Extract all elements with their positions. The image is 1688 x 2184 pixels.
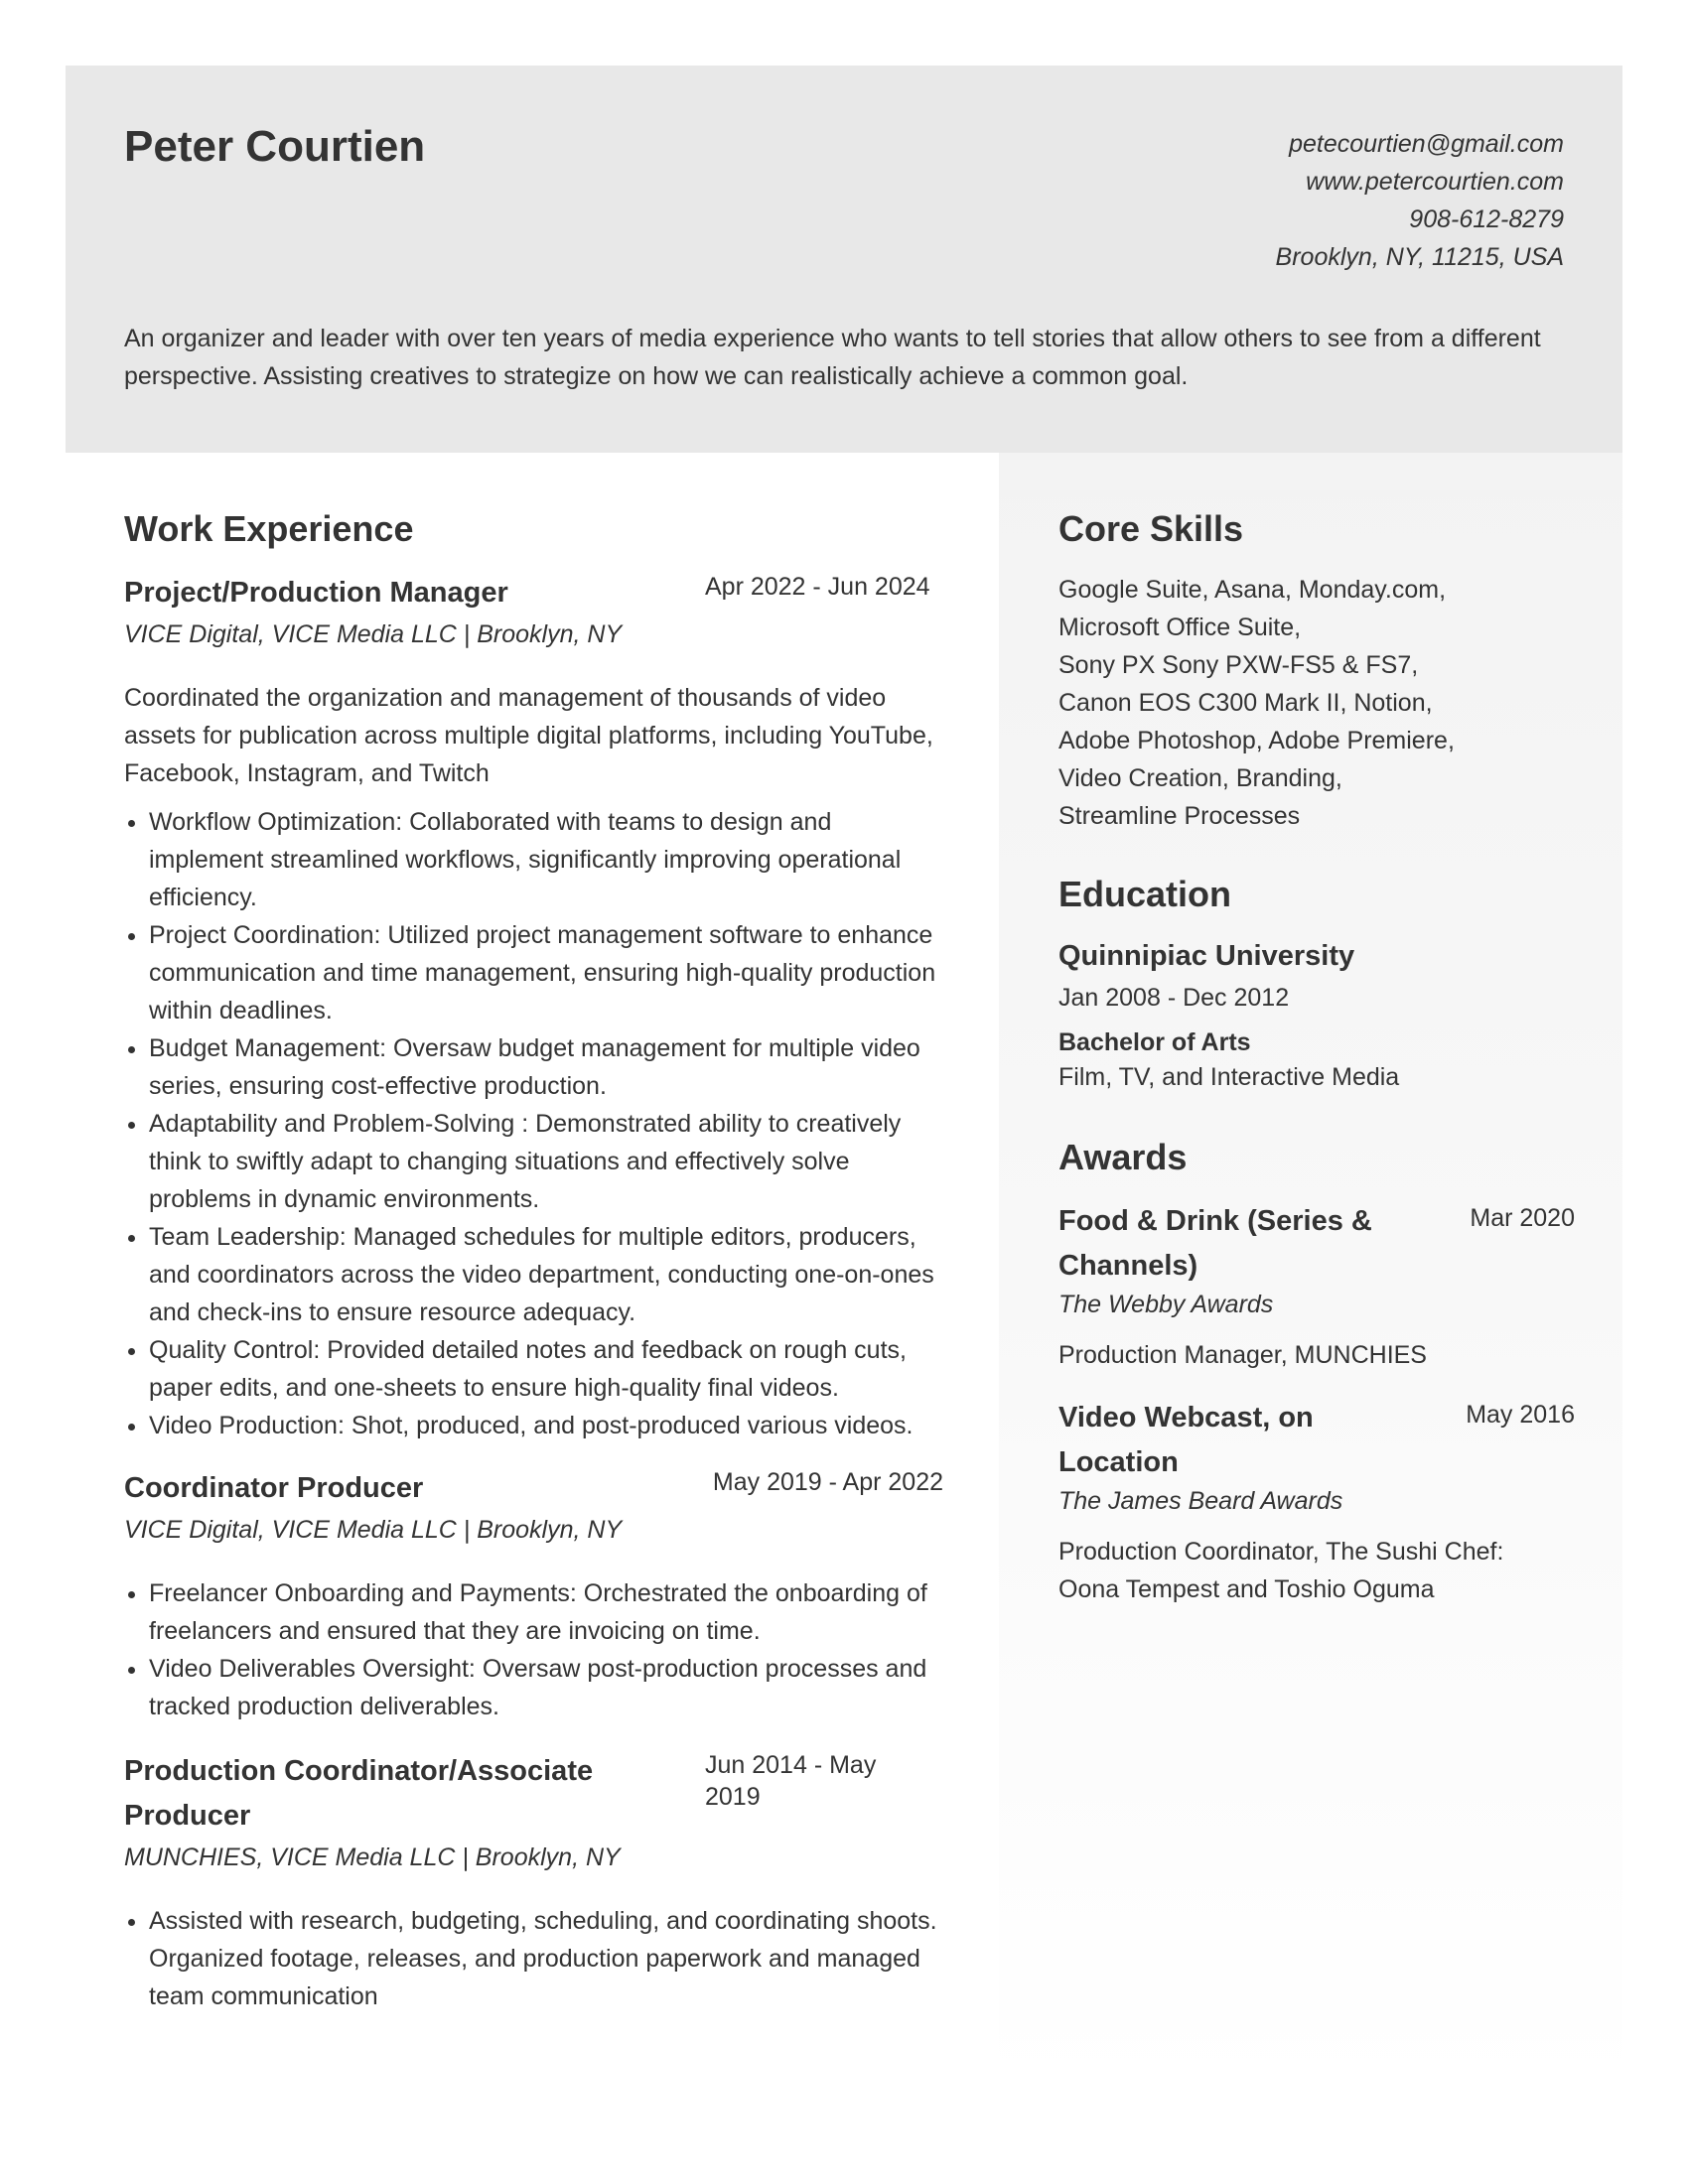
award-title: Food & Drink (Series & Channels): [1058, 1205, 1372, 1282]
contact-email[interactable]: petecourtien@gmail.com: [1289, 130, 1564, 158]
education-heading: Education: [1058, 874, 1232, 914]
core-skills-heading: Core Skills: [1058, 508, 1244, 549]
contact-location: Brooklyn, NY, 11215, USA: [1275, 243, 1564, 271]
skills-list: [1058, 571, 1575, 835]
education-dates: Jan 2008 - Dec 2012: [1058, 984, 1290, 1012]
professional-summary: An organizer and leader with over ten years of media experience who wants to tell stories that allow others to see from a different perspective. Assisting creatives to strategize on how we can realistically achieve a common goal.: [124, 325, 1541, 390]
job-bullet: • Workflow Optimization: Collaborated with teams to design and implement streamlined workflows, significantly improving operational efficiency.: [149, 803, 943, 916]
contact-website[interactable]: www.petercourtien.com: [1306, 168, 1564, 196]
job-company: VICE Digital, VICE Media LLC | Brooklyn, NY: [124, 620, 623, 648]
job-bullets: [124, 1574, 943, 1725]
job-company: VICE Digital, VICE Media LLC | Brooklyn, NY: [124, 1516, 623, 1544]
award-role: Production Coordinator, The Sushi Chef: Oona Tempest and Toshio Oguma: [1058, 1538, 1504, 1603]
job-bullet: • Project Coordination: Utilized project management software to enhance communication and time management, ensuring high-quality production within deadlines.: [149, 916, 943, 1029]
award-header: [1058, 1199, 1575, 1289]
job-header: [124, 571, 943, 615]
job-bullet: • Assisted with research, budgeting, scheduling, and coordinating shoots. Organized footage, releases, and production paperwork and managed team communication: [149, 1902, 943, 2015]
contact-phone: 908-612-8279: [1409, 205, 1564, 233]
job-entry: [124, 1466, 943, 1725]
award-entry: [1058, 1199, 1575, 1374]
job-header: [124, 1749, 943, 1839]
candidate-name: Peter Courtien: [124, 122, 426, 171]
job-bullets: [124, 1902, 943, 2015]
award-title: Video Webcast, on Location: [1058, 1402, 1314, 1478]
education-degree: Bachelor of Arts: [1058, 1028, 1251, 1056]
skills-line: Adobe Photoshop, Adobe Premiere,: [1058, 727, 1455, 754]
job-bullet: • Video Deliverables Oversight: Oversaw post-production processes and tracked production deliverables.: [149, 1650, 943, 1725]
education-school: Quinnipiac University: [1058, 940, 1355, 972]
job-bullet: • Team Leadership: Managed schedules for multiple editors, producers, and coordinators across the video department, conducting one-on-ones and check-ins to ensure resource adequacy.: [149, 1218, 943, 1331]
job-dates: May 2019 - Apr 2022: [712, 1468, 943, 1496]
job-bullet: • Freelancer Onboarding and Payments: Orchestrated the onboarding of freelancers and ensured that they are invoicing on time.: [149, 1574, 943, 1650]
award-date: May 2016: [1466, 1401, 1575, 1429]
job-title: Coordinator Producer: [124, 1472, 424, 1504]
job-entry: [124, 1749, 943, 2015]
job-bullet: • Quality Control: Provided detailed notes and feedback on rough cuts, paper edits, and one-sheets to ensure high-quality final videos.: [149, 1331, 943, 1407]
sidebar-column: [1058, 501, 1575, 1608]
job-description: Coordinated the organization and management of thousands of video assets for publication across multiple digital platforms, including YouTube, Facebook, Instagram, and Twitch: [124, 684, 933, 787]
job-company: MUNCHIES, VICE Media LLC | Brooklyn, NY: [124, 1843, 621, 1871]
job-bullets: [124, 803, 943, 1444]
skills-line: Video Creation, Branding,: [1058, 764, 1342, 792]
award-date: Mar 2020: [1470, 1204, 1575, 1232]
awards-heading: Awards: [1058, 1137, 1188, 1177]
work-experience-column: [124, 501, 943, 2015]
skills-line: Sony PX Sony PXW-FS5 & FS7,: [1058, 651, 1419, 679]
job-dates: Apr 2022 - Jun 2024: [705, 573, 930, 601]
skills-line: Microsoft Office Suite,: [1058, 614, 1302, 641]
job-entry: [124, 571, 943, 1444]
skills-line: Streamline Processes: [1058, 802, 1301, 830]
skills-line: Canon EOS C300 Mark II, Notion,: [1058, 689, 1433, 717]
award-role: Production Manager, MUNCHIES: [1058, 1341, 1427, 1369]
resume-header: [66, 66, 1622, 453]
job-title: Production Coordinator/Associate Producer: [124, 1755, 594, 1832]
work-experience-heading: Work Experience: [124, 508, 414, 549]
job-title: Project/Production Manager: [124, 577, 508, 609]
education-field: Film, TV, and Interactive Media: [1058, 1063, 1400, 1091]
award-organization: The James Beard Awards: [1058, 1487, 1343, 1515]
skills-line: Google Suite, Asana, Monday.com,: [1058, 576, 1447, 604]
job-header: [124, 1466, 943, 1511]
job-bullet: • Video Production: Shot, produced, and post-produced various videos.: [149, 1407, 943, 1444]
contact-block: [1276, 125, 1564, 276]
award-entry: [1058, 1396, 1575, 1608]
job-bullet: • Budget Management: Oversaw budget management for multiple video series, ensuring cost-effective production.: [149, 1029, 943, 1105]
education-entry: [1058, 934, 1575, 1096]
job-dates: Jun 2014 - May 2019: [705, 1751, 877, 1811]
job-bullet: • Adaptability and Problem-Solving : Demonstrated ability to creatively think to swiftly adapt to changing situations and effectively solve problems in dynamic environments.: [149, 1105, 943, 1218]
award-header: [1058, 1396, 1575, 1485]
award-organization: The Webby Awards: [1058, 1291, 1274, 1318]
